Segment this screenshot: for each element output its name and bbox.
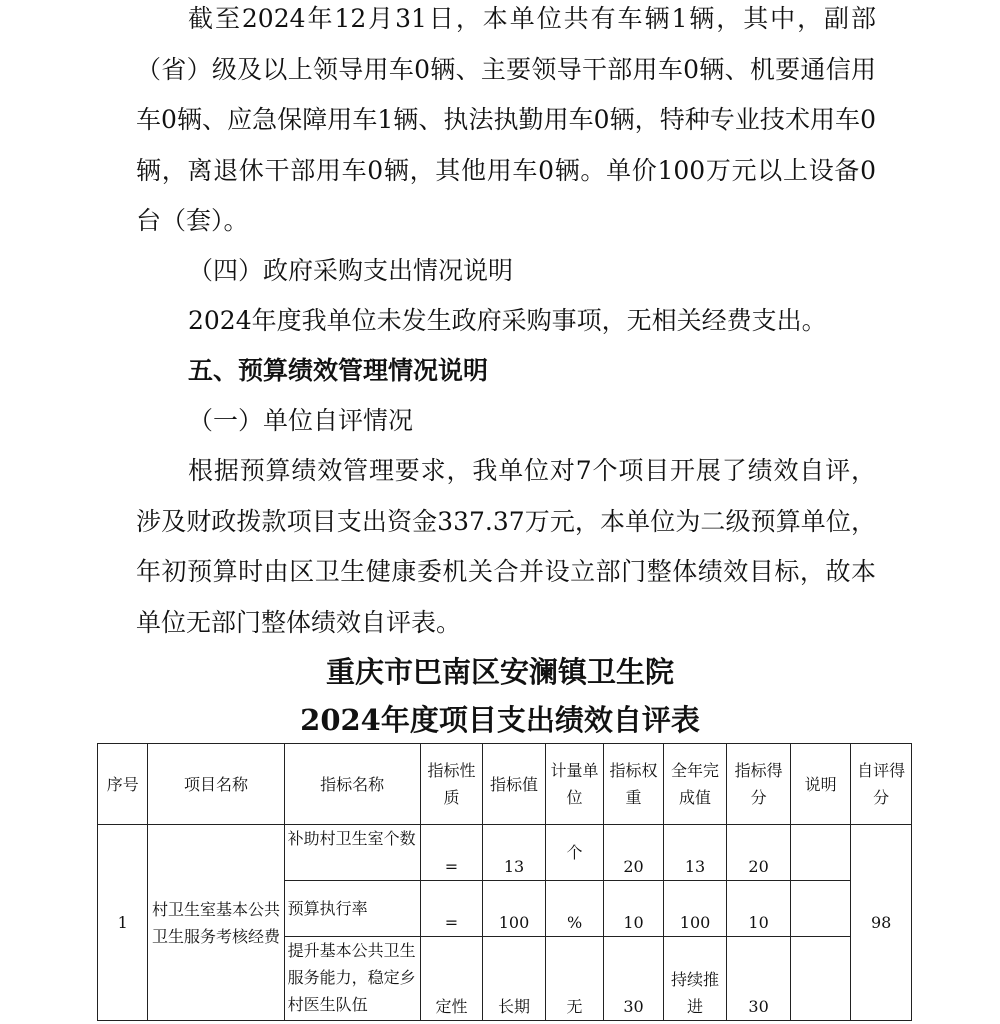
section4-heading: （四）政府采购支出情况说明	[188, 256, 514, 285]
vehicles-paragraph: 截至2024年12月31日，本单位共有车辆1辆，其中，副部（省）级及以上领导用车0辆、主要领导干部用车0辆、机要通信用车0辆、应急保障用车1辆、执法执勤用车0辆，特种专业技术用车0辆，离退休干部用车0辆，其他用车0辆。单价100万元以上设备0台（套）。	[136, 4, 876, 235]
header-indicator-name: 指标名称	[284, 744, 420, 825]
indicator-note	[790, 825, 851, 881]
indicator-score: 10	[727, 881, 791, 937]
indicator-value: 13	[483, 825, 546, 881]
header-indicator-value: 指标值	[483, 744, 546, 825]
indicator-weight: 10	[604, 881, 664, 937]
table-title-line1: 重庆市巴南区安澜镇卫生院	[325, 655, 674, 689]
indicator-actual: 13	[663, 825, 727, 881]
indicator-unit: %	[545, 881, 604, 937]
indicator-name: 预算执行率	[284, 881, 420, 937]
header-actual: 全年完成值	[663, 744, 727, 825]
indicator-note	[790, 881, 851, 937]
indicator-nature: =	[420, 825, 483, 881]
sub1-heading: （一）单位自评情况	[188, 406, 414, 435]
project-self-score: 98	[851, 825, 912, 1021]
indicator-value: 100	[483, 881, 546, 937]
indicator-actual: 持续推进	[663, 937, 727, 1021]
indicator-score: 20	[727, 825, 791, 881]
table-row	[98, 825, 912, 881]
header-unit: 计量单位	[545, 744, 604, 825]
table-title-line2: 2024年度项目支出绩效自评表	[300, 703, 700, 737]
indicator-nature: =	[420, 881, 483, 937]
indicator-name: 提升基本公共卫生服务能力，稳定乡村医生队伍	[284, 937, 420, 1021]
header-self-score: 自评得分	[851, 744, 912, 825]
indicator-unit: 个	[545, 825, 604, 881]
indicator-value: 长期	[483, 937, 546, 1021]
self-eval-paragraph: 根据预算绩效管理要求，我单位对7个项目开展了绩效自评，涉及财政拨款项目支出资金337.37万元，本单位为二级预算单位，年初预算时由区卫生健康委机关合并设立部门整体绩效目标，故本单位无部门整体绩效自评表。	[136, 456, 876, 637]
table-header-row	[98, 744, 912, 825]
indicator-note	[790, 937, 851, 1021]
section5-heading: 五、预算绩效管理情况说明	[188, 356, 489, 385]
indicator-nature: 定性	[420, 937, 483, 1021]
header-score: 指标得分	[727, 744, 791, 825]
indicator-actual: 100	[663, 881, 727, 937]
indicator-unit: 无	[545, 937, 604, 1021]
header-weight: 指标权重	[604, 744, 664, 825]
indicator-weight: 20	[604, 825, 664, 881]
indicator-score: 30	[727, 937, 791, 1021]
procurement-paragraph: 2024年度我单位未发生政府采购事项，无相关经费支出。	[188, 306, 827, 335]
header-project-name: 项目名称	[148, 744, 284, 825]
header-note: 说明	[790, 744, 851, 825]
project-seq: 1	[98, 825, 148, 1021]
header-indicator-nature: 指标性质	[420, 744, 483, 825]
indicator-weight: 30	[604, 937, 664, 1021]
indicator-name: 补助村卫生室个数	[284, 825, 420, 881]
header-seq: 序号	[98, 744, 148, 825]
performance-table	[97, 743, 912, 1021]
project-name: 村卫生室基本公共卫生服务考核经费	[148, 825, 284, 1021]
